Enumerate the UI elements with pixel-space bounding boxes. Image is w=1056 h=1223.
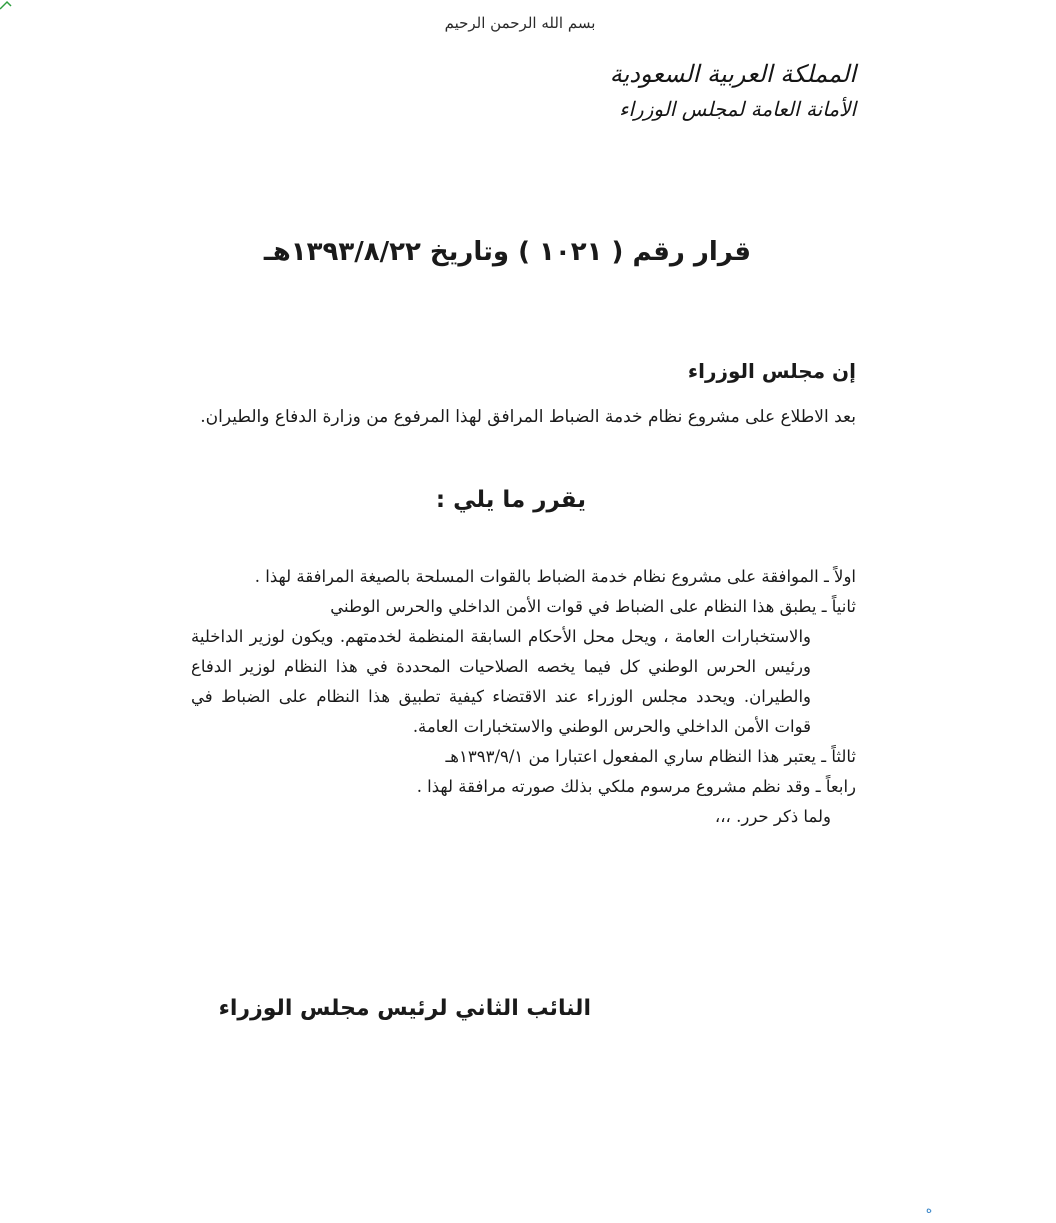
signatory-title: النائب الثاني لرئيس مجلس الوزراء bbox=[218, 996, 591, 1021]
article-first bbox=[191, 562, 856, 592]
article-label: ثالثاً ـ bbox=[821, 747, 856, 766]
letterhead bbox=[596, 55, 856, 125]
council-heading: إن مجلس الوزراء bbox=[687, 359, 856, 383]
article-third bbox=[191, 742, 856, 772]
article-text: وقد نظم مشروع مرسوم ملكي بذلك صورته مرافقة لهذا . bbox=[416, 777, 811, 796]
resolves-heading: يقرر ما يلي : bbox=[435, 487, 586, 513]
article-text-continued: والاستخبارات العامة ، ويحل محل الأحكام السابقة المنظمة لخدمتهم. ويكون لوزير الداخلية ورئيس الحرس الوطني كل فيما يخصه الصلاحيات المحددة في هذا النظام لوزير الدفاع والطيران. ويحدد مجلس الوزراء عند الاقتضاء كيفية تطبيق هذا النظام على الضباط في قوات الأمن الداخلي والحرس الوطني والاستخبارات العامة. bbox=[191, 627, 811, 736]
closing-line: ولما ذكر حرر. ،،، bbox=[714, 807, 831, 826]
article-label: اولاً ـ bbox=[823, 567, 856, 586]
article-text: يطبق هذا النظام على الضباط في قوات الأمن الداخلي والحرس الوطني bbox=[330, 597, 817, 616]
article-text: يعتبر هذا النظام ساري المفعول اعتبارا من ١٣٩٣/٩/١هـ bbox=[445, 747, 817, 766]
preamble-paragraph: بعد الاطلاع على مشروع نظام خدمة الضباط المرافق لهذا المرفوع من وزارة الدفاع والطيران. bbox=[200, 407, 856, 427]
basmala: بسم الله الرحمن الرحيم bbox=[444, 14, 596, 32]
kingdom-name: المملكة العربية السعودية bbox=[609, 60, 856, 88]
secretariat-name: الأمانة العامة لمجلس الوزراء bbox=[619, 97, 856, 121]
article-label: رابعاً ـ bbox=[815, 777, 856, 796]
page-mark: ه bbox=[925, 1202, 933, 1216]
article-fourth bbox=[191, 772, 856, 802]
decision-title: قرار رقم ( ١٠٢١ ) وتاريخ ١٣٩٣/٨/٢٢هـ bbox=[263, 237, 751, 267]
corner-mark-icon bbox=[0, 0, 12, 10]
articles-list bbox=[191, 562, 856, 832]
article-label: ثانياً ـ bbox=[821, 597, 856, 616]
article-second bbox=[191, 592, 856, 742]
article-text: الموافقة على مشروع نظام خدمة الضباط بالقوات المسلحة بالصيغة المرافقة لهذا . bbox=[254, 567, 819, 586]
